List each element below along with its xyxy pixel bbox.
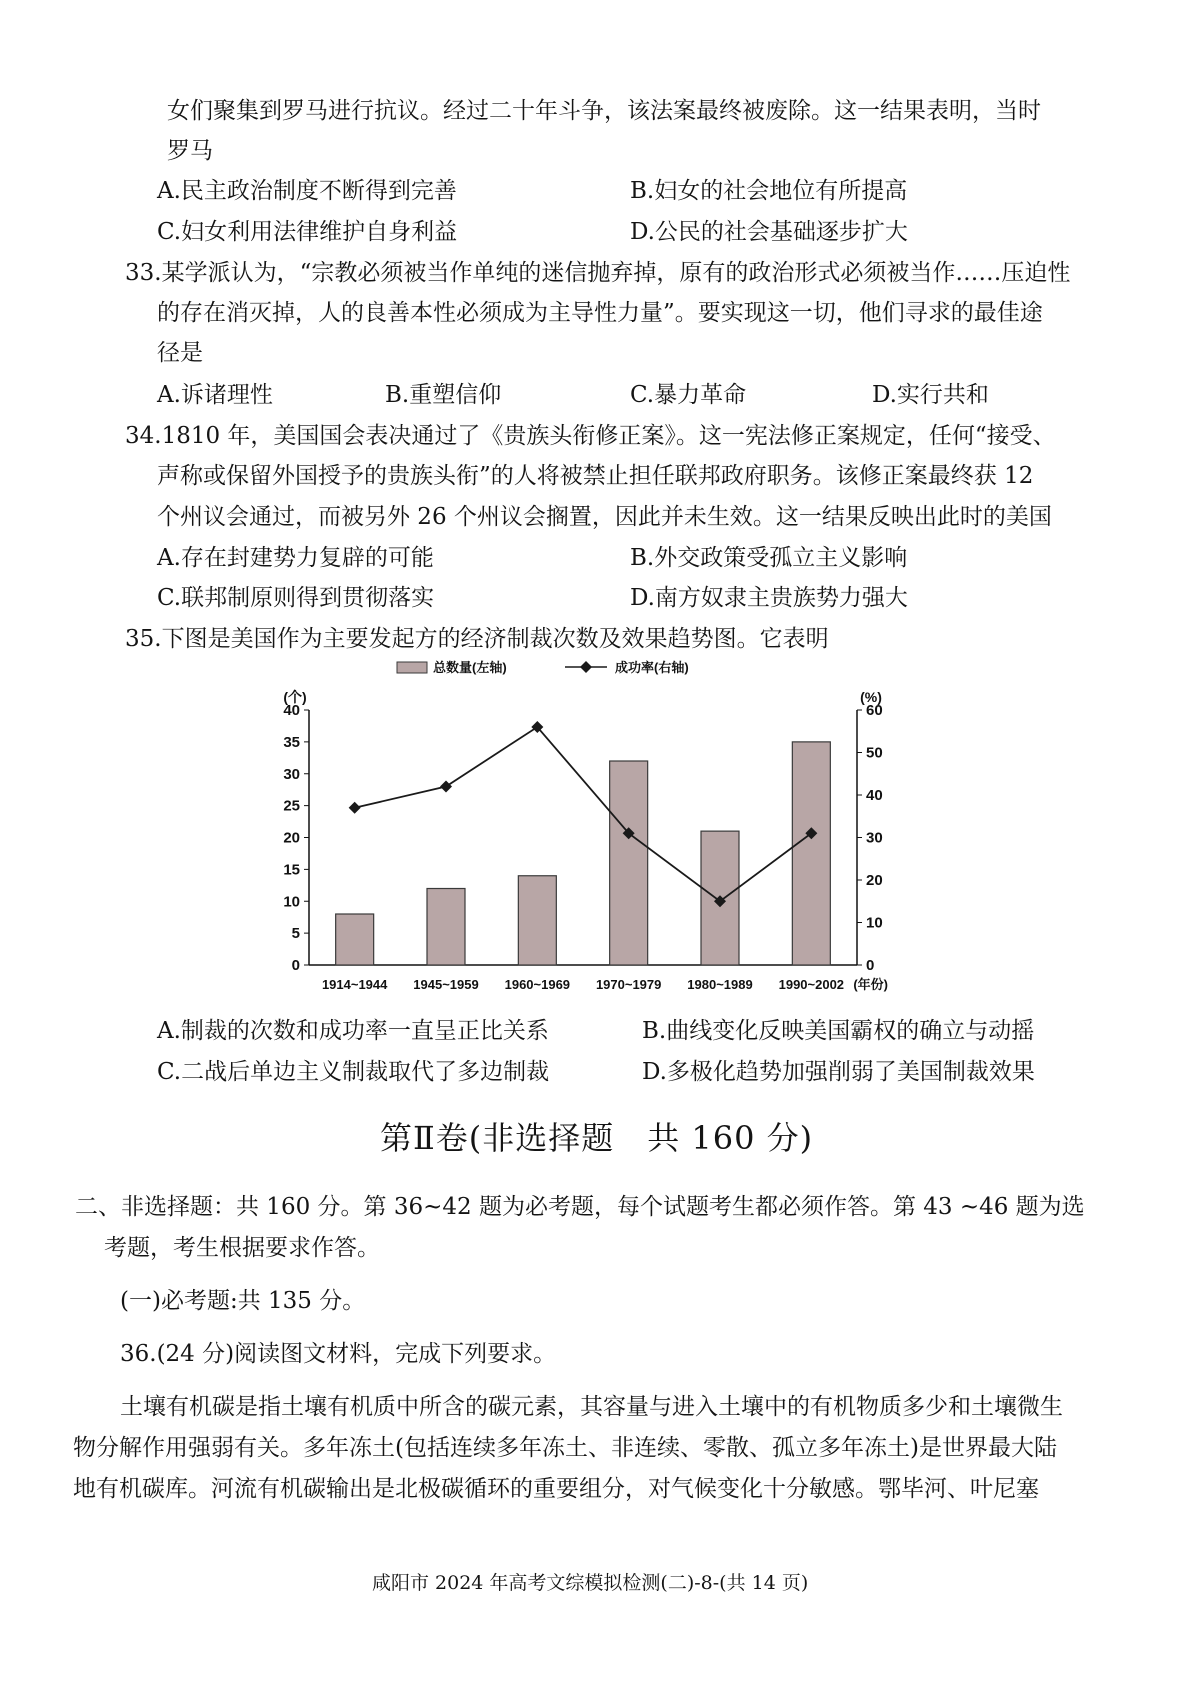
- q33-line-3: 径是: [157, 340, 203, 366]
- q33-option-d: D.实行共和: [872, 382, 989, 408]
- left-tick-label: 5: [291, 925, 300, 943]
- q32-option-a: A.民主政治制度不断得到完善: [157, 178, 457, 204]
- legend-line-marker: [580, 661, 592, 673]
- left-tick-label: 25: [283, 797, 300, 815]
- q34-line-3: 个州议会通过，而被另外 26 个州议会搁置，因此并未生效。这一结果反映出此时的美国: [157, 504, 1052, 530]
- q33-option-a: A.诉诸理性: [157, 382, 273, 408]
- q34-line-1: 34.1810 年，美国国会表决通过了《贵族头衔修正案》。这一宪法修正案规定，任何“接受、: [125, 423, 1056, 449]
- bar-1914~1944: [336, 914, 374, 965]
- section-2-intro-line-2: 考题，考生根据要求作答。: [104, 1235, 380, 1261]
- q35-line-1: 35.下图是美国作为主要发起方的经济制裁次数及效果趋势图。它表明: [125, 626, 829, 652]
- x-label-1945~1959: 1945~1959: [413, 977, 479, 992]
- q34-line-2: 声称或保留外国授予的贵族头衔”的人将被禁止担任联邦政府职务。该修正案最终获 12: [157, 463, 1034, 489]
- right-tick-label: 30: [866, 829, 883, 847]
- legend-bar-swatch: [397, 662, 427, 673]
- q35-option-c: C.二战后单边主义制裁取代了多边制裁: [157, 1059, 550, 1085]
- q36-paragraph-line-3: 地有机碳库。河流有机碳输出是北极碳循环的重要组分，对气候变化十分敏感。鄂毕河、叶尼塞: [73, 1476, 1039, 1502]
- x-label-1980~1989: 1980~1989: [687, 977, 753, 992]
- success-rate-line: [355, 727, 812, 901]
- q33-line-2: 的存在消灭掉，人的良善本性必须成为主导性力量”。要实现这一切，他们寻求的最佳途: [157, 300, 1043, 326]
- bar-1945~1959: [427, 889, 465, 966]
- right-axis-unit: (%): [860, 689, 882, 705]
- q34-option-a: A.存在封建势力复辟的可能: [157, 545, 434, 571]
- success-rate-point-1945~1959: [440, 781, 452, 793]
- q33-option-b: B.重塑信仰: [385, 382, 502, 408]
- legend-line-label: 成功率(右轴): [615, 660, 689, 675]
- x-label-1970~1979: 1970~1979: [595, 977, 662, 992]
- q36-paragraph-line-1: 土壤有机碳是指土壤有机质中所含的碳元素，其容量与进入土壤中的有机物质多少和土壤微生: [120, 1394, 1063, 1420]
- chart-bars: [336, 742, 831, 965]
- right-tick-label: 20: [866, 872, 883, 889]
- success-rate-point-1914~1944: [349, 802, 361, 814]
- x-axis-suffix: (年份): [853, 977, 889, 992]
- q35-option-a: A.制裁的次数和成功率一直呈正比关系: [157, 1018, 549, 1044]
- right-tick-label: 0: [866, 957, 875, 974]
- q32-option-b: B.妇女的社会地位有所提高: [630, 178, 908, 204]
- q32-option-c: C.妇女利用法律维护自身利益: [157, 219, 458, 245]
- section-2-title: 第Ⅱ卷(非选择题 共 160 分): [380, 1119, 814, 1157]
- q33-option-c: C.暴力革命: [630, 382, 747, 408]
- q36-heading: 36.(24 分)阅读图文材料，完成下列要求。: [120, 1341, 557, 1367]
- left-axis-unit: (个): [283, 689, 307, 705]
- right-tick-label: 50: [866, 744, 883, 762]
- q36-paragraph-line-2: 物分解作用强弱有关。多年冻土(包括连续多年冻土、非连续、零散、孤立多年冻土)是世界最大陆: [73, 1435, 1057, 1461]
- chart-line: [349, 721, 818, 907]
- left-tick-label: 15: [283, 861, 300, 879]
- q34-option-b: B.外交政策受孤立主义影响: [630, 545, 908, 571]
- q32-option-d: D.公民的社会基础逐步扩大: [630, 219, 908, 245]
- bar-1990~2002: [792, 742, 830, 965]
- q33-line-1: 33.某学派认为，“宗教必须被当作单纯的迷信抛弃掉，原有的政治形式必须被当作……压迫性: [125, 260, 1071, 286]
- left-tick-label: 35: [283, 733, 300, 751]
- legend-bar-label: 总数量(左轴): [433, 660, 507, 675]
- q34-option-c: C.联邦制原则得到贯彻落实: [157, 585, 435, 611]
- required-questions-label: (一)必考题:共 135 分。: [120, 1288, 366, 1314]
- left-tick-label: 20: [283, 829, 300, 847]
- q35-option-b: B.曲线变化反映美国霸权的确立与动摇: [642, 1018, 1035, 1044]
- bar-1960~1969: [518, 876, 556, 965]
- chart-x-labels: [322, 977, 888, 992]
- sanctions-chart: [265, 655, 945, 1007]
- page-footer: 咸阳市 2024 年高考文综模拟检测(二)-8-(共 14 页): [372, 1572, 809, 1594]
- right-tick-label: 10: [866, 914, 883, 932]
- left-tick-label: 10: [283, 893, 300, 911]
- right-tick-label: 60: [866, 702, 883, 719]
- bar-1970~1979: [610, 761, 648, 965]
- chart-legend: [397, 660, 689, 675]
- left-tick-label: 40: [283, 702, 300, 719]
- q32-line-2: 罗马: [167, 138, 213, 164]
- q34-option-d: D.南方奴隶主贵族势力强大: [630, 585, 908, 611]
- x-label-1990~2002: 1990~2002: [778, 977, 845, 992]
- x-label-1914~1944: 1914~1944: [321, 977, 388, 992]
- section-2-intro-line-1: 二、非选择题：共 160 分。第 36~42 题为必考题，每个试题考生都必须作答。第 43 ~46 题为选: [75, 1194, 1085, 1220]
- x-label-1960~1969: 1960~1969: [504, 977, 571, 992]
- left-tick-label: 0: [291, 957, 300, 974]
- left-tick-label: 30: [283, 765, 300, 783]
- q35-option-d: D.多极化趋势加强削弱了美国制裁效果: [642, 1059, 1035, 1085]
- q32-line-1: 女们聚集到罗马进行抗议。经过二十年斗争，该法案最终被废除。这一结果表明，当时: [167, 98, 1041, 124]
- right-tick-label: 40: [866, 787, 883, 804]
